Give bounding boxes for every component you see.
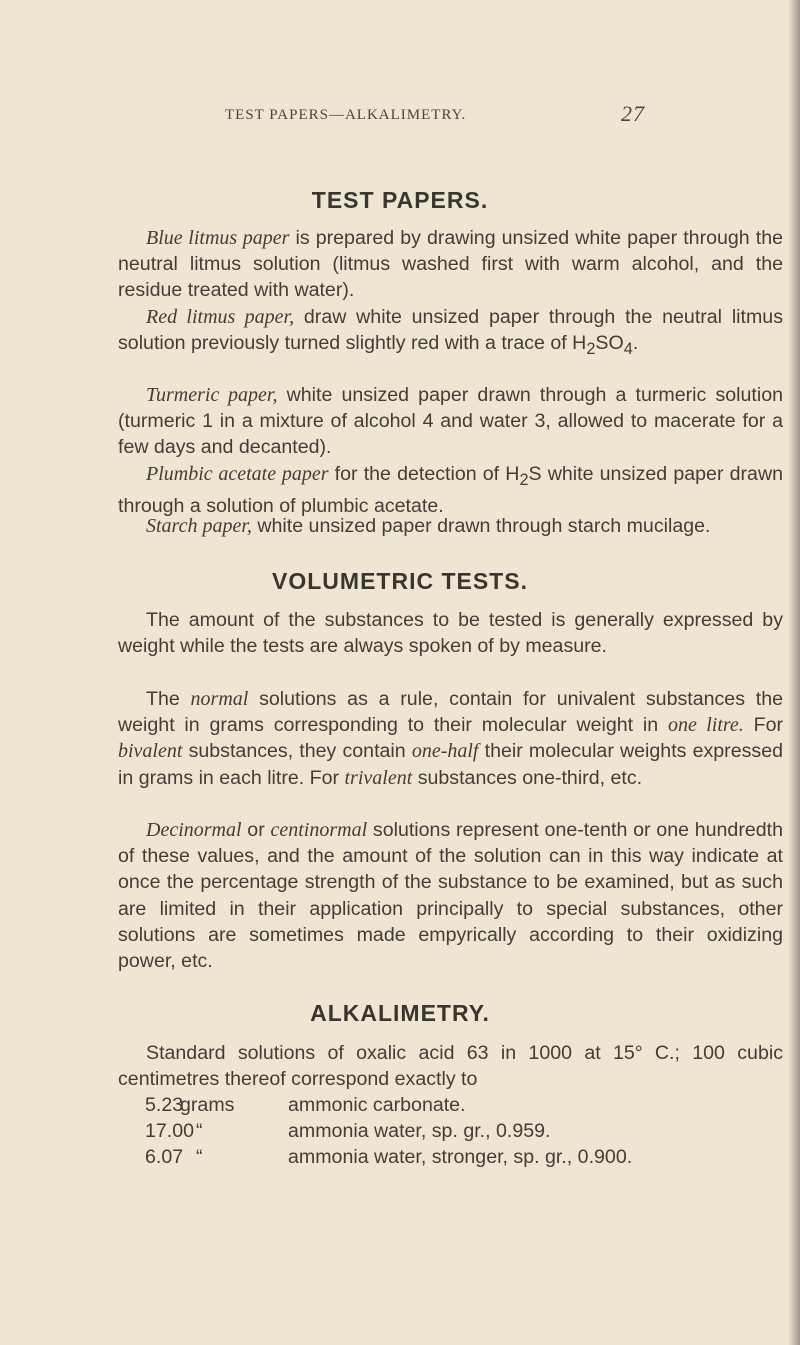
entry-starch: Starch paper, white unsized paper drawn through starch mucilage.	[146, 515, 711, 537]
heading-alkalimetry: ALKALIMETRY.	[310, 1000, 490, 1026]
volumetric-paragraph-3: Decinormal or centinormal solutions represent one-tenth or one hundredth of these values, and the amount of the solution can in this way indicate at once the percentage strength of the substance to be examined, but as such are limited in their application principally to special substances, other solutions are sometimes made empyrically according to their oxidizing power, etc.	[118, 819, 783, 973]
running-head-title: TEST PAPERS—ALKALIMETRY.	[225, 107, 467, 123]
term-plumbic-acetate: Plumbic acetate paper	[146, 463, 329, 485]
heading-volumetric-tests: VOLUMETRIC TESTS.	[272, 568, 528, 594]
entry-turmeric: Turmeric paper, white unsized paper drawn through a turmeric solution (turmeric 1 in a mixture of alcohol 4 and water 3, allowed to macerate for a few days and decanted).	[118, 384, 783, 459]
term-blue-litmus: Blue litmus paper	[146, 227, 290, 249]
volumetric-paragraph-1: The amount of the substances to be tested is generally expressed by weight while the tests are always spoken of by measure.	[118, 609, 783, 658]
heading-test-papers: TEST PAPERS.	[311, 187, 489, 213]
term-turmeric: Turmeric paper,	[146, 384, 278, 406]
volumetric-paragraph-2: The normal solutions as a rule, contain for univalent substances the weight in grams corresponding to their molecular weight in one litre. For bivalent substances, they contain one-half their molecular weights expressed in grams in each litre. For trivalent substances one-third, etc.	[118, 688, 784, 789]
term-red-litmus: Red litmus paper,	[146, 306, 295, 328]
alkalimetry-intro: Standard solutions of oxalic acid 63 in 1000 at 15° C.; 100 cubic centimetres thereof correspond exactly to	[118, 1042, 783, 1091]
page-number: 27	[621, 101, 645, 126]
entry-red-litmus: Red litmus paper, draw white unsized paper through the neutral litmus solution previously turned slightly red with a trace of $H_2SO_4$.	[118, 306, 783, 359]
entry-plumbic-acetate: Plumbic acetate paper for the detection of $H_2S$ white unsized paper drawn through a solution of plumbic acetate.	[118, 463, 784, 518]
term-starch: Starch paper,	[146, 515, 252, 537]
entry-blue-litmus: Blue litmus paper is prepared by drawing unsized white paper through the neutral litmus solution (litmus washed first with warm alcohol, and the residue treated with water).	[118, 227, 783, 302]
running-head	[225, 99, 645, 129]
